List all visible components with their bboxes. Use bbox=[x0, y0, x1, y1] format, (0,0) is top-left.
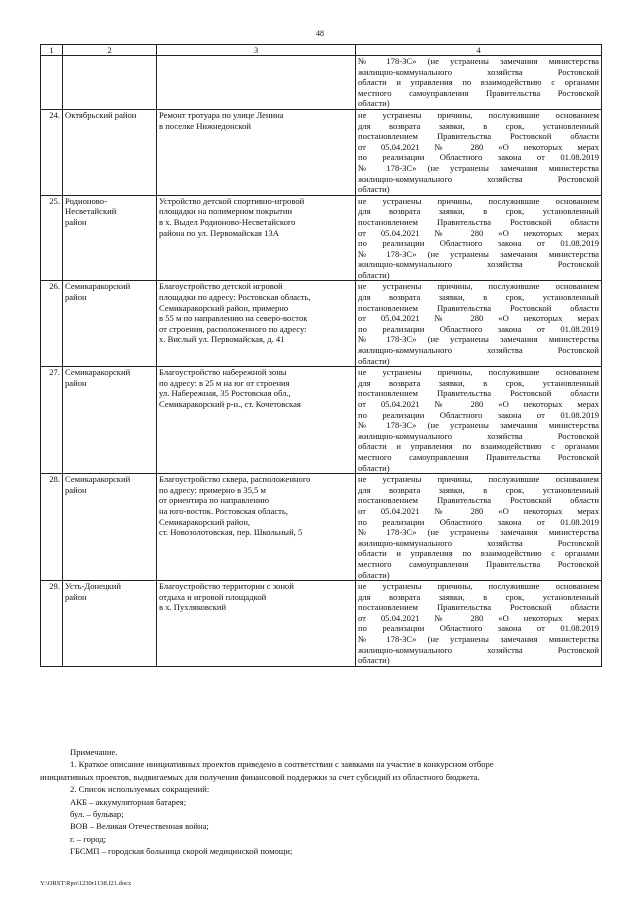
project-cell bbox=[157, 281, 356, 367]
project-line: Семикаракорский р-н., ст. Кочетовская bbox=[159, 399, 301, 409]
reason-line: области) bbox=[358, 569, 390, 580]
reason-cell bbox=[356, 281, 602, 367]
district-cell bbox=[63, 109, 157, 195]
column-header: 3 bbox=[157, 45, 356, 56]
project-line: Благоустройство детской игровой bbox=[159, 281, 283, 292]
reason-line: не устранены причины, послужившие основанием bbox=[358, 109, 599, 120]
column-header: 2 bbox=[63, 45, 157, 56]
reason-line: области) bbox=[358, 355, 390, 366]
reason-line: области) bbox=[358, 655, 390, 666]
reason-line: № 178-ЗС» (не устранены замечания министерства bbox=[358, 420, 599, 431]
district-line: район bbox=[65, 292, 87, 303]
reason-line: от 05.04.2021 № 280 «О некоторых мерах bbox=[358, 141, 599, 152]
project-line: по адресу: примерно в 35,5 м bbox=[159, 484, 266, 495]
reason-line: по реализации Областного закона от 01.08.2019 bbox=[358, 323, 599, 334]
reason-line: № 178-ЗС» (не устранены замечания министерства bbox=[358, 634, 599, 645]
reason-line: области и управления по взаимодействию с органами bbox=[358, 548, 599, 559]
project-cell bbox=[157, 581, 356, 667]
reason-line: № 178-ЗС» (не устранены замечания министерства bbox=[358, 527, 599, 538]
reason-line: области) bbox=[358, 184, 390, 195]
project-line: Устройство детской спортивно-игровой bbox=[159, 195, 305, 206]
reason-cell bbox=[356, 581, 602, 667]
table-row bbox=[41, 474, 602, 581]
note-2: 2. Список используемых сокращений: bbox=[70, 784, 210, 795]
reason-line: не устранены причины, послужившие основанием bbox=[358, 581, 599, 592]
reason-line: области) bbox=[358, 269, 390, 280]
project-line: Благоустройство набережной зоны bbox=[159, 367, 287, 378]
project-line: по адресу: в 25 м на юг от строения bbox=[159, 377, 290, 388]
reason-line: жилищно-коммунального хозяйства Ростовской bbox=[358, 345, 599, 356]
project-line: Благоустройство территории с зоной bbox=[159, 581, 294, 592]
district-line: Родионово- bbox=[65, 195, 107, 206]
row-number: 27. bbox=[41, 367, 63, 474]
project-cell bbox=[157, 195, 356, 281]
reason-line: от 05.04.2021 № 280 «О некоторых мерах bbox=[358, 612, 599, 623]
reason-line: постановлением Правительства Ростовской области bbox=[358, 602, 599, 613]
district-cell bbox=[63, 56, 157, 110]
reason-line: жилищно-коммунального хозяйства Ростовской bbox=[358, 173, 599, 184]
reason-line: от 05.04.2021 № 280 «О некоторых мерах bbox=[358, 505, 599, 516]
abbreviation-item: ГБСМП – городская больница скорой медицинской помощи; bbox=[70, 846, 293, 857]
project-line: в х. Пухляковский bbox=[159, 602, 227, 613]
reason-line: не устранены причины, послужившие основанием bbox=[358, 367, 599, 378]
table-row bbox=[41, 56, 602, 110]
reason-cell bbox=[356, 109, 602, 195]
reason-line: местного самоуправления Правительства Ростовской bbox=[358, 451, 599, 462]
reason-line: № 178-ЗС» (не устранены замечания министерства bbox=[358, 56, 599, 66]
page-number: 48 bbox=[316, 29, 324, 38]
district-cell bbox=[63, 195, 157, 281]
project-line: отдыха и игровой площадкой bbox=[159, 591, 267, 602]
project-line: Благоустройство сквера, расположенного bbox=[159, 474, 311, 485]
district-line: Семикаракорский bbox=[65, 474, 131, 485]
row-number: 28. bbox=[41, 474, 63, 581]
project-cell bbox=[157, 367, 356, 474]
table-row bbox=[41, 195, 602, 281]
reason-line: не устранены причины, послужившие основанием bbox=[358, 195, 599, 206]
reason-line: для возврата заявки, в срок, установленный bbox=[358, 591, 599, 602]
reason-line: жилищно-коммунального хозяйства Ростовской bbox=[358, 537, 599, 548]
project-line: х. Вислый ул. Первомайская, д. 41 bbox=[159, 334, 285, 345]
district-line: Несветайский bbox=[65, 206, 117, 217]
district-line: Октябрьский район bbox=[65, 109, 137, 120]
reason-cell bbox=[356, 56, 602, 110]
project-line: на юго-восток. Ростовская область, bbox=[159, 505, 288, 516]
district-line: район bbox=[65, 377, 87, 388]
district-cell bbox=[63, 367, 157, 474]
district-cell bbox=[63, 474, 157, 581]
notes-title: Примечание. bbox=[70, 747, 118, 757]
project-line: от строения, расположенного по адресу: bbox=[159, 323, 307, 334]
project-line: ст. Новозолотовская, пер. Школьный, 5 bbox=[159, 527, 303, 538]
project-line: от ориентира по направлению bbox=[159, 495, 270, 506]
project-line: ул. Набережная, 35 Ростовская обл., bbox=[159, 388, 291, 399]
table-row bbox=[41, 367, 602, 474]
reason-line: по реализации Областного закона от 01.08.2019 bbox=[358, 516, 599, 527]
reason-cell bbox=[356, 474, 602, 581]
reason-line: от 05.04.2021 № 280 «О некоторых мерах bbox=[358, 313, 599, 324]
district-line: Семикаракорский bbox=[65, 281, 131, 292]
project-line: района по ул. Первомайская 13А bbox=[159, 227, 279, 238]
reason-line: для возврата заявки, в срок, установленный bbox=[358, 377, 599, 388]
reason-line: области) bbox=[358, 98, 390, 109]
abbreviation-item: бул. – бульвар; bbox=[70, 809, 124, 820]
reason-line: от 05.04.2021 № 280 «О некоторых мерах bbox=[358, 227, 599, 238]
project-cell bbox=[157, 56, 356, 110]
abbreviation-item: ВОВ – Великая Отечественная война; bbox=[70, 821, 209, 832]
reason-line: области) bbox=[358, 462, 390, 473]
reason-line: жилищно-коммунального хозяйства Ростовской bbox=[358, 430, 599, 441]
district-line: район bbox=[65, 484, 87, 495]
project-line: площадки на полимерном покрытии bbox=[159, 206, 293, 217]
reason-line: по реализации Областного закона от 01.08.2019 bbox=[358, 409, 599, 420]
projects-table bbox=[40, 44, 602, 667]
reason-line: постановлением Правительства Ростовской области bbox=[358, 388, 599, 399]
reason-line: по реализации Областного закона от 01.08.2019 bbox=[358, 152, 599, 163]
project-line: в х. Выдел Родионово-Несветайского bbox=[159, 216, 296, 227]
reason-line: № 178-ЗС» (не устранены замечания министерства bbox=[358, 248, 599, 259]
column-header: 1 bbox=[41, 45, 63, 56]
project-line: в поселке Нижнедонской bbox=[159, 120, 252, 131]
row-number: 24. bbox=[41, 109, 63, 195]
project-line: в 55 м по направлению на северо-восток bbox=[159, 313, 308, 324]
reason-line: для возврата заявки, в срок, установленный bbox=[358, 484, 599, 495]
file-path-footer: Y:\ORST\Rpo\1230r1138.f21.docx bbox=[40, 880, 132, 887]
reason-cell bbox=[356, 195, 602, 281]
reason-line: жилищно-коммунального хозяйства Ростовской bbox=[358, 66, 599, 77]
project-line: Семикаракорский район, bbox=[159, 516, 251, 527]
district-cell bbox=[63, 581, 157, 667]
reason-line: жилищно-коммунального хозяйства Ростовской bbox=[358, 259, 599, 270]
reason-line: местного самоуправления Правительства Ростовской bbox=[358, 558, 599, 569]
reason-line: от 05.04.2021 № 280 «О некоторых мерах bbox=[358, 399, 599, 409]
abbreviation-list bbox=[40, 796, 606, 858]
reason-line: жилищно-коммунального хозяйства Ростовской bbox=[358, 644, 599, 655]
row-number bbox=[41, 56, 63, 110]
project-line: Семикаракорский район, примерно bbox=[159, 302, 289, 313]
reason-line: не устранены причины, послужившие основанием bbox=[358, 281, 599, 292]
reason-line: постановлением Правительства Ростовской области bbox=[358, 495, 599, 506]
reason-line: для возврата заявки, в срок, установленный bbox=[358, 120, 599, 131]
reason-line: не устранены причины, послужившие основанием bbox=[358, 474, 599, 485]
row-number: 25. bbox=[41, 195, 63, 281]
reason-line: по реализации Областного закона от 01.08.2019 bbox=[358, 623, 599, 634]
reason-line: для возврата заявки, в срок, установленный bbox=[358, 206, 599, 217]
note-1-line-1: 1. Краткое описание инициативных проектов приведено в соответствии с заявками на участие в конкурсном отборе bbox=[70, 759, 494, 770]
note-1-line-2: инициативных проектов, выдвигаемых для получения финансовой поддержки за счет субсидий из областного бюджета. bbox=[40, 771, 480, 782]
reason-line: постановлением Правительства Ростовской области bbox=[358, 216, 599, 227]
reason-line: области и управления по взаимодействию с органами bbox=[358, 441, 599, 452]
project-line: площадки по адресу: Ростовская область, bbox=[159, 292, 311, 303]
project-cell bbox=[157, 474, 356, 581]
reason-line: для возврата заявки, в срок, установленный bbox=[358, 292, 599, 303]
reason-line: постановлением Правительства Ростовской области bbox=[358, 302, 599, 313]
district-cell bbox=[63, 281, 157, 367]
district-line: район bbox=[65, 216, 87, 227]
reason-line: № 178-ЗС» (не устранены замечания министерства bbox=[358, 162, 599, 173]
row-number: 29. bbox=[41, 581, 63, 667]
column-header: 4 bbox=[356, 45, 602, 56]
table-row bbox=[41, 581, 602, 667]
reason-cell bbox=[356, 367, 602, 474]
reason-line: постановлением Правительства Ростовской области bbox=[358, 131, 599, 142]
table-row bbox=[41, 109, 602, 195]
table-header-row bbox=[41, 45, 602, 56]
district-line: Усть-Донецкий bbox=[65, 581, 121, 592]
reason-line: области и управления по взаимодействию с органами bbox=[358, 77, 599, 88]
abbreviation-item: АКБ – аккумуляторная батарея; bbox=[70, 796, 187, 807]
abbreviation-item: г. – город; bbox=[70, 833, 107, 844]
district-line: Семикаракорский bbox=[65, 367, 131, 378]
row-number: 26. bbox=[41, 281, 63, 367]
table-row bbox=[41, 281, 602, 367]
project-line: Ремонт тротуара по улице Ленина bbox=[159, 109, 284, 120]
reason-line: № 178-ЗС» (не устранены замечания министерства bbox=[358, 334, 599, 345]
district-line: район bbox=[65, 591, 87, 602]
notes-section bbox=[40, 746, 606, 858]
reason-line: местного самоуправления Правительства Ростовской bbox=[358, 87, 599, 98]
reason-line: по реализации Областного закона от 01.08.2019 bbox=[358, 238, 599, 249]
project-cell bbox=[157, 109, 356, 195]
